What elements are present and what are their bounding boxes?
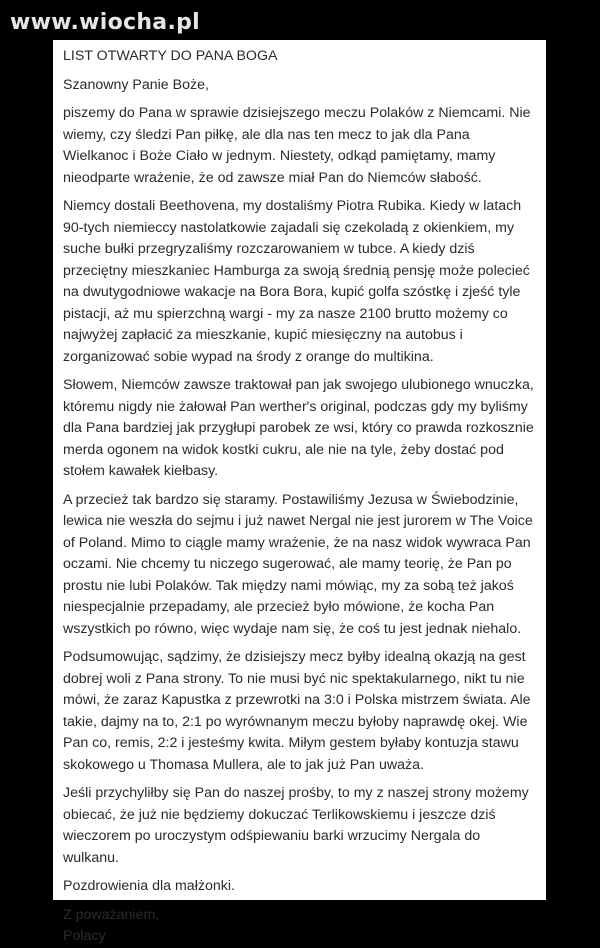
letter-paragraph: Słowem, Niemców zawsze traktował pan jak swojego ulubionego wnuczka, któremu nigdy nie żałował Pan werther's original, podczas gdy my byliśmy dla Pana bardziej jak przygłupi parobek ze wsi, który co prawda rozkosznie merda ogonem na widok kostki cukru, ale nie na tyle, żeby dostać pod stołem kawałek kiełbasy.	[63, 377, 534, 479]
letter-closing: Z poważaniem,	[63, 906, 160, 923]
letter-paragraph: Pozdrowienia dla małżonki.	[63, 878, 235, 894]
letter-greeting: Szanowny Panie Boże,	[63, 76, 209, 93]
letter-paragraph: piszemy do Pana w sprawie dzisiejszego meczu Polaków z Niemcami. Nie wiemy, czy śledzi Pan piłkę, ale dla nas ten mecz to jak dla Pana Wielkanoc i Boże Ciało w jednym. Niestety, odkąd pamiętamy, mamy nieodparte wrażenie, że od zawsze miał Pan do Niemców słabość.	[63, 105, 531, 186]
letter-paragraph: Niemcy dostali Beethovena, my dostaliśmy Piotra Rubika. Kiedy w latach 90-tych niemieccy nastolatkowie zajadali się czekoladą z okienkiem, my suche bułki przegryzaliśmy rozczarowaniem w tubce. A kiedy dziś przeciętny mieszkaniec Hamburga za swoją średnią pensję może polecieć na dwutygodniowe wakacje na Bora Bora, kupić golfa szóstkę i zjeść tyle pistacji, aż mu spierzchną wargi - my za nasze 2100 brutto możemy co najwyżej zapłacić za mieszkanie, kupić miesięczny na autobus i zorganizować sobie wypad na środy z orange do multikina.	[63, 198, 530, 365]
letter-paragraph: Podsumowując, sądzimy, że dzisiejszy mecz byłby idealną okazją na gest dobrej woli z Pana strony. To nie musi być nic spektakularnego, nikt tu nie mówi, że zaraz Kapustka z przewrotki na 3:0 i Polska mistrzem świata. Ale takie, dajmy na to, 2:1 po wyrównanym meczu byłoby naprawdę okej. Wie Pan co, remis, 2:2 i jesteśmy kwita. Miłym gestem byłaby kontuzja stawu skokowego u Thomasa Mullera, ale to jak już Pan uważa.	[63, 649, 531, 773]
letter-signoff	[63, 905, 536, 948]
site-watermark: www.wiocha.pl	[10, 10, 200, 35]
letter-paragraph: A przecież tak bardzo się staramy. Postawiliśmy Jezusa w Świebodzinie, lewica nie weszła do sejmu i już nawet Nergal nie jest jurorem w The Voice of Poland. Mimo to ciągle mamy wrażenie, że na nasz widok wywraca Pan oczami. Nie chcemy tu niczego sugerować, ale mamy teorię, że Pan po prostu nie lubi Polaków. Tak między nami mówiąc, my za sobą też jakoś niespecjalnie przepadamy, ale przecież było mówione, że kocha Pan wszystkich po równo, więc wydaje nam się, że coś tu jest jednak niehalo.	[63, 491, 533, 637]
letter-paragraph: Jeśli przychyliłby się Pan do naszej prośby, to my z naszej strony możemy obiecać, że już nie będziemy dokuczać Terlikowskiemu i jeszcze dziś wieczorem po uroczystym odśpiewaniu barki wrzucimy Nergala do wulkanu.	[63, 785, 529, 866]
letter-signature: Polacy	[63, 928, 106, 944]
letter-document	[53, 40, 546, 944]
letter-title: LIST OTWARTY DO PANA BOGA	[63, 48, 278, 64]
